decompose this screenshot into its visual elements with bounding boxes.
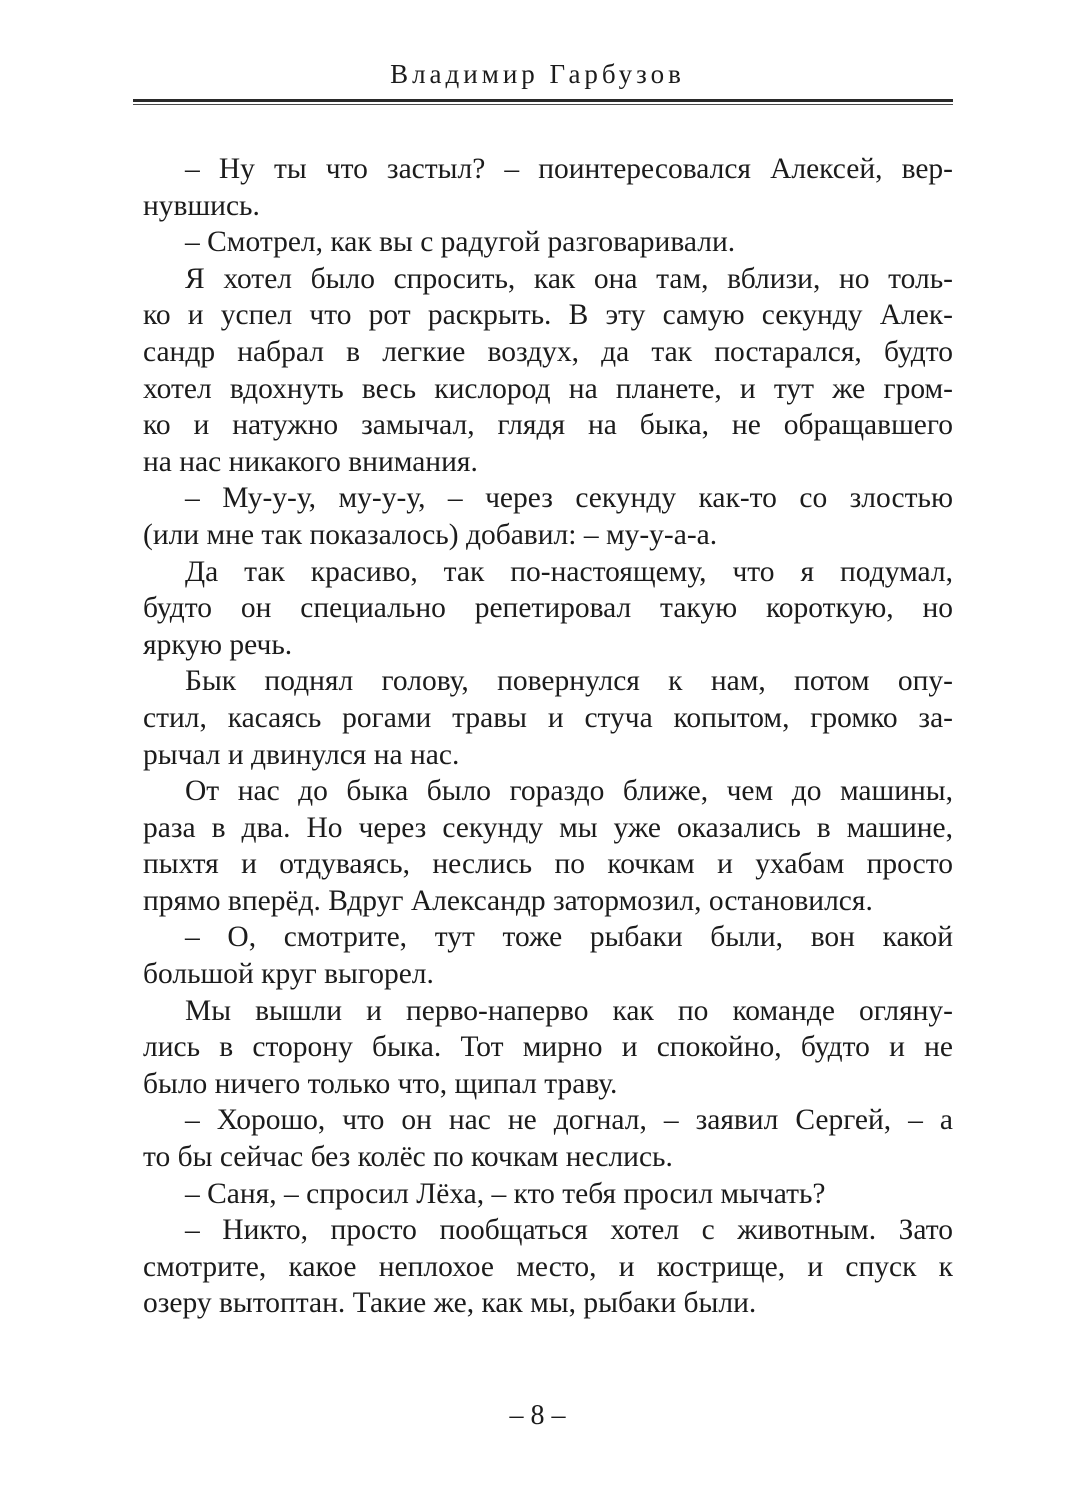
text-line: стил, касаясь рогами травы и стуча копытом, громко за- [143,701,953,734]
text-line: озеру вытоптан. Такие же, как мы, рыбаки были. [143,1287,757,1320]
text-line: раза в два. Но через секунду мы уже оказались в машине, [143,811,953,844]
page-number: – 8 – [509,1400,566,1431]
text-line: ко и натужно замычал, глядя на быка, не обращавшего [143,409,953,442]
text-line: Я хотел было спросить, как она там, вблизи, но толь- [185,262,953,295]
body-text [143,151,953,1322]
text-line: ко и успел что рот раскрыть. В эту самую секунду Алек- [143,299,953,332]
paragraph [143,1212,953,1322]
text-line: нувшись. [143,189,260,222]
text-line: (или мне так показалось) добавил: – му-у-а-а. [143,518,718,551]
paragraph [143,1102,953,1175]
text-line: – Никто, просто пообщаться хотел с животным. Зато [185,1214,953,1247]
text-line: лись в сторону быка. Тот мирно и спокойно, будто и не [143,1031,953,1064]
paragraph [143,261,953,481]
paragraph [143,773,953,919]
header-rule-thin [133,104,953,105]
text-line: – Саня, – спросил Лёха, – кто тебя просил мычать? [185,1177,826,1210]
header-rule [133,99,953,102]
text-line: будто он специально репетировал такую короткую, но [143,592,953,625]
paragraph [143,993,953,1103]
text-line: то бы сейчас без колёс по кочкам неслись. [143,1141,673,1174]
text-line: От нас до быка было гораздо ближе, чем до машины, [185,775,953,808]
text-line: – Хорошо, что он нас не догнал, – заявил Сергей, – а [185,1104,953,1137]
text-line: – Ну ты что застыл? – поинтересовался Алексей, вер- [185,153,953,185]
paragraph [143,919,953,992]
text-line: на нас никакого внимания. [143,445,478,478]
text-line: смотрите, какое неплохое место, и кострище, и спуск к [143,1250,953,1283]
text-line: рычал и двинулся на нас. [143,738,460,771]
paragraph [143,224,953,261]
paragraph [143,151,953,224]
text-line: было ничего только что, щипал траву. [143,1067,618,1100]
running-head: Владимир Гарбузов [390,59,685,89]
paragraph [143,554,953,664]
text-line: – О, смотрите, тут тоже рыбаки были, вон какой [185,921,953,954]
text-line: Мы вышли и перво-наперво как по команде огляну- [185,994,953,1027]
text-line: прямо вперёд. Вдруг Александр затормозил, остановился. [143,884,873,917]
text-line: хотел вдохнуть весь кислород на планете, и тут же гром- [143,372,953,405]
text-line: сандр набрал в легкие воздух, да так постарался, будто [143,335,953,368]
text-line: – Му-у-у, му-у-у, – через секунду как-то со злостью [185,482,953,515]
text-line: яркую речь. [143,628,293,661]
text-line: Да так красиво, так по-настоящему, что я подумал, [185,555,953,588]
paragraph [143,1176,953,1213]
text-line: пыхтя и отдуваясь, неслись по кочкам и ухабам просто [143,848,953,881]
text-line: большой круг выгорел. [143,958,434,991]
text-line: Бык поднял голову, повернулся к нам, потом опу- [185,665,953,698]
text-line: – Смотрел, как вы с радугой разговаривали. [185,226,736,259]
paragraph [143,663,953,773]
paragraph [143,480,953,553]
